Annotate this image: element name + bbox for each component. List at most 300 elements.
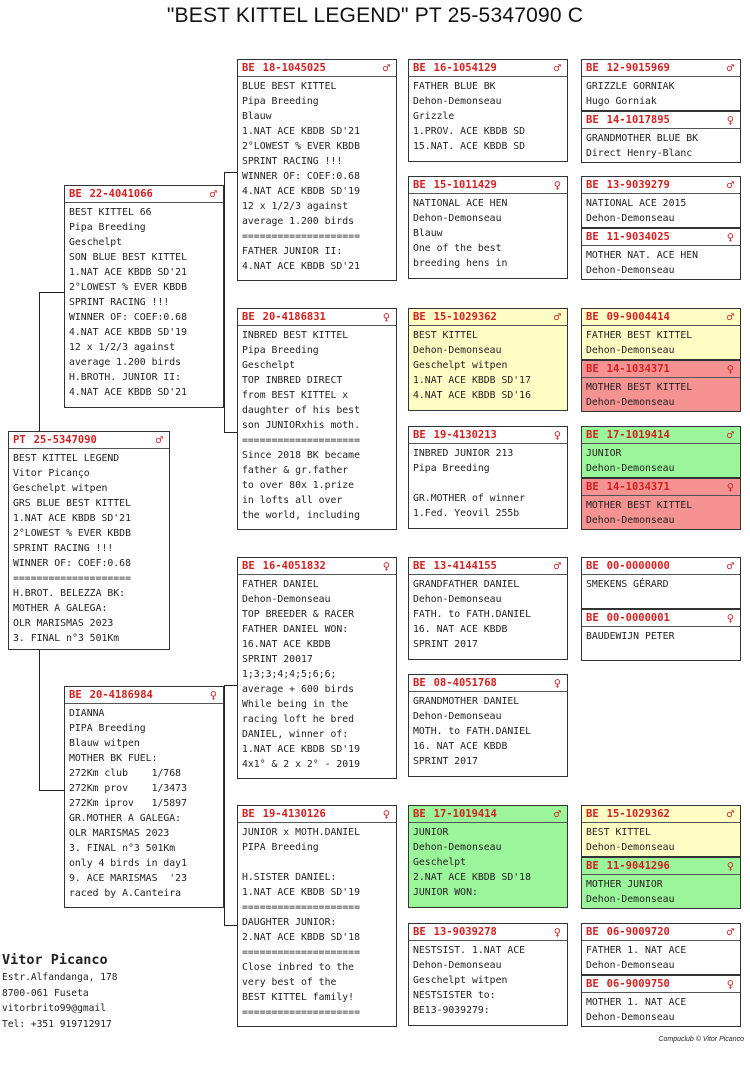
card-line: TOP INBRED DIRECT	[242, 375, 343, 386]
female-symbol-icon: ♀	[726, 229, 734, 244]
card-header	[582, 479, 740, 496]
ring-number	[413, 428, 497, 443]
pedigree-card-g7	[581, 426, 741, 478]
card-line: TOP BREEDER & RACER	[242, 609, 355, 620]
ring-number	[586, 559, 670, 574]
male-symbol-icon: ♂	[382, 60, 390, 75]
card-line: MOTHER NAT. ACE HEN	[586, 250, 699, 261]
card-line: MOTHER BK FUEL:	[69, 753, 158, 764]
card-line: 1.Fed. Yeovil 255b	[413, 508, 520, 519]
ring-number	[586, 428, 670, 443]
card-line: 1.NAT ACE KBDB SD'19	[242, 887, 360, 898]
country-code: BE	[413, 676, 426, 689]
female-symbol-icon: ♀	[382, 806, 390, 821]
country-code: BE	[413, 178, 426, 191]
country-code: BE	[242, 61, 255, 74]
country-code: BE	[586, 230, 599, 243]
pedigree-card-dd	[237, 805, 397, 1027]
card-line: daughter of his best	[242, 405, 360, 416]
pedigree-card-dss	[408, 557, 568, 660]
card-line: DIANNA	[69, 708, 105, 719]
card-line: FATH. to FATH.DANIEL	[413, 609, 531, 620]
male-symbol-icon: ♂	[155, 432, 163, 447]
page-title: "BEST KITTEL LEGEND" PT 25-5347090 C	[166, 4, 584, 27]
ring-number	[586, 480, 670, 495]
card-line: GR.MOTHER of winner	[413, 493, 526, 504]
card-line: MOTHER 1. NAT ACE	[586, 997, 687, 1008]
card-header	[409, 675, 567, 692]
card-line: Since 2018 BK became	[242, 450, 360, 461]
card-header	[582, 558, 740, 575]
card-line: 12 x 1/2/3 against	[242, 201, 349, 212]
pedigree-card-ds	[237, 557, 397, 779]
card-header	[9, 432, 169, 449]
card-line: Vitor Picanço	[13, 468, 90, 479]
card-line: BAUDEWIJN PETER	[586, 631, 675, 642]
card-header	[65, 186, 223, 203]
ring-number	[586, 977, 670, 992]
card-header	[582, 112, 740, 129]
ring: 11-9034025	[606, 230, 670, 243]
card-line: 272Km iprov 1/5897	[69, 798, 187, 809]
card-header	[582, 229, 740, 246]
card-line: GRANDFATHER DANIEL	[413, 579, 520, 590]
card-line: Dehon-Demonseau	[586, 894, 675, 905]
card-line: 2.NAT ACE KBDB SD'18	[242, 932, 360, 943]
ring: 15-1011429	[433, 178, 497, 191]
ring: 17-1019414	[433, 807, 497, 820]
card-line: 1.NAT ACE KBDB SD'21	[13, 513, 131, 524]
ring-number	[586, 310, 670, 325]
card-line: ====================	[242, 947, 360, 958]
card-line: JUNIOR	[413, 827, 449, 838]
ring-number	[413, 559, 497, 574]
country-code: BE	[586, 362, 599, 375]
male-symbol-icon: ♂	[726, 177, 734, 192]
male-symbol-icon: ♂	[726, 60, 734, 75]
card-line: FATHER 1. NAT ACE	[586, 945, 687, 956]
ring-number	[586, 113, 670, 128]
card-line: MOTHER BEST KITTEL	[586, 500, 693, 511]
country-code: BE	[586, 480, 599, 493]
owner-block	[2, 950, 118, 1032]
card-header	[582, 806, 740, 823]
pedigree-card-g3	[581, 176, 741, 228]
pedigree-card-dsd	[408, 674, 568, 777]
card-line: Hugo Gorniak	[586, 96, 657, 107]
country-code: BE	[586, 859, 599, 872]
card-line: Dehon-Demonseau	[586, 265, 675, 276]
card-line: ====================	[242, 435, 360, 446]
card-header	[582, 858, 740, 875]
card-line: father & gr.father	[242, 465, 349, 476]
male-symbol-icon: ♂	[726, 806, 734, 821]
country-code: BE	[586, 611, 599, 624]
card-header	[409, 806, 567, 823]
female-symbol-icon: ♀	[553, 924, 561, 939]
card-line: very best of the	[242, 977, 337, 988]
ring: 14-1017895	[606, 113, 670, 126]
card-line: 4x1° & 2 x 2° - 2019	[242, 759, 360, 770]
ring-number	[586, 230, 670, 245]
card-header	[409, 309, 567, 326]
card-header	[582, 60, 740, 77]
card-line: 272Km club 1/768	[69, 768, 182, 779]
card-line: 16. NAT ACE KBDB	[413, 624, 508, 635]
female-symbol-icon: ♀	[726, 610, 734, 625]
card-header	[409, 427, 567, 444]
ring: 06-9009750	[606, 977, 670, 990]
card-line: INBRED BEST KITTEL	[242, 330, 349, 341]
card-header	[582, 361, 740, 378]
pedigree-card-ddd	[408, 923, 568, 1026]
female-symbol-icon: ♀	[553, 427, 561, 442]
ring-number	[242, 310, 326, 325]
card-line: GRS BLUE BEST KITTEL	[13, 498, 131, 509]
ring-number	[586, 859, 670, 874]
card-line: H.BROTH. JUNIOR II:	[69, 372, 182, 383]
card-line: SPRINT 2017	[413, 639, 478, 650]
card-line: 4.NAT ACE KBDB SD'16	[413, 390, 531, 401]
country-code: BE	[413, 807, 426, 820]
ring: 16-4051832	[262, 559, 326, 572]
card-line: OLR MARISMAS 2023	[69, 828, 170, 839]
card-line: SPRINT RACING !!!	[13, 543, 114, 554]
card-line: 1.NAT ACE KBDB SD'21	[69, 267, 187, 278]
card-line: DAUGHTER JUNIOR:	[242, 917, 337, 928]
male-symbol-icon: ♂	[209, 186, 217, 201]
card-line: FATHER DANIEL	[242, 579, 319, 590]
male-symbol-icon: ♂	[726, 924, 734, 939]
male-symbol-icon: ♂	[553, 60, 561, 75]
ring-number	[69, 187, 153, 202]
card-line: MOTHER JUNIOR	[586, 879, 663, 890]
pedigree-card-g2	[581, 111, 741, 163]
card-line: breeding hens in	[413, 258, 508, 269]
card-line: Direct Henry-Blanc	[586, 148, 693, 159]
card-line: FATHER JUNIOR II:	[242, 246, 343, 257]
card-line: Dehon-Demonseau	[586, 397, 675, 408]
card-line: 4.NAT ACE KBDB SD'19	[69, 327, 187, 338]
card-line: FATHER BEST KITTEL	[586, 330, 693, 341]
card-header	[238, 806, 396, 823]
card-line: WINNER OF: COEF:0.68	[242, 171, 360, 182]
card-line: Pipa Breeding	[242, 345, 319, 356]
ring: 09-9004414	[606, 310, 670, 323]
card-line: 2°LOWEST % EVER KBDB	[242, 141, 360, 152]
connector-line	[224, 172, 225, 432]
pedigree-card-g1	[581, 59, 741, 111]
pedigree-card-sd	[237, 308, 397, 530]
card-line: MOTHER A GALEGA:	[13, 603, 108, 614]
card-header	[238, 309, 396, 326]
card-line: JUNIOR	[586, 448, 622, 459]
country-code: BE	[586, 807, 599, 820]
card-line: JUNIOR x MOTH.DANIEL	[242, 827, 360, 838]
female-symbol-icon: ♀	[553, 675, 561, 690]
card-line: 4.NAT ACE KBDB SD'21	[69, 387, 187, 398]
ring-number	[586, 925, 670, 940]
male-symbol-icon: ♂	[553, 806, 561, 821]
pedigree-card-g13	[581, 923, 741, 975]
card-line: BE13-9039279:	[413, 1005, 490, 1016]
card-line: the world, including	[242, 510, 360, 521]
card-line: Dehon-Demonseau	[413, 213, 502, 224]
connector-line	[39, 790, 65, 791]
pedigree-card-g11	[581, 805, 741, 857]
card-header	[238, 558, 396, 575]
male-symbol-icon: ♂	[726, 558, 734, 573]
card-line: Geschelpt witpen	[413, 360, 508, 371]
ring: 17-1019414	[606, 428, 670, 441]
card-line: BEST KITTEL	[586, 827, 651, 838]
card-line: PIPA Breeding	[69, 723, 146, 734]
female-symbol-icon: ♀	[382, 558, 390, 573]
card-line: DANIEL, winner of:	[242, 729, 349, 740]
card-line: FATHER DANIEL WON:	[242, 624, 349, 635]
card-line: Geschelpt	[69, 237, 123, 248]
card-line: BEST KITTEL family!	[242, 992, 355, 1003]
female-symbol-icon: ♀	[726, 479, 734, 494]
card-line: Grizzle	[413, 111, 455, 122]
card-line: Dehon-Demonseau	[413, 594, 502, 605]
pedigree-card-sds	[408, 308, 568, 411]
card-line: PIPA Breeding	[242, 842, 319, 853]
card-line: Pipa Breeding	[69, 222, 146, 233]
ring: 20-4186984	[89, 688, 153, 701]
country-code: BE	[586, 61, 599, 74]
owner-name: Vitor Picanco	[2, 952, 108, 968]
card-line: Blauw witpen	[69, 738, 140, 749]
female-symbol-icon: ♀	[382, 309, 390, 324]
pedigree-card-g4	[581, 228, 741, 280]
pedigree-card-sdd	[408, 426, 568, 529]
pedigree-card-sire	[64, 185, 224, 408]
owner-address: Estr.Alfandanga, 178	[2, 972, 118, 983]
ring-number	[586, 611, 670, 626]
ring: 14-1034371	[606, 480, 670, 493]
card-line: Pipa Breeding	[413, 463, 490, 474]
ring-number	[413, 178, 497, 193]
connector-line	[224, 685, 225, 925]
card-line: Dehon-Demonseau	[413, 842, 502, 853]
card-line: average 1.200 birds	[69, 357, 182, 368]
connector-line	[224, 685, 237, 686]
ring: 16-1054129	[433, 61, 497, 74]
pedigree-card-g8	[581, 478, 741, 530]
owner-postcode: 8700-061 Fuseta	[2, 987, 89, 999]
card-line: H.SISTER DANIEL:	[242, 872, 337, 883]
female-symbol-icon: ♀	[553, 177, 561, 192]
card-line: One of the best	[413, 243, 502, 254]
card-line: ====================	[242, 902, 360, 913]
card-line: 1.NAT ACE KBDB SD'19	[242, 744, 360, 755]
card-line: Dehon-Demonseau	[586, 1012, 675, 1023]
card-header	[582, 610, 740, 627]
ring-number	[242, 61, 326, 76]
card-line: 272Km prov 1/3473	[69, 783, 187, 794]
card-line: While being in the	[242, 699, 349, 710]
pedigree-card-g6	[581, 360, 741, 412]
ring-number	[69, 688, 153, 703]
country-code: BE	[413, 559, 426, 572]
pedigree-card-g9	[581, 557, 741, 609]
card-line: 4.NAT ACE KBDB SD'19	[242, 186, 360, 197]
ring-number	[586, 807, 670, 822]
card-header	[582, 924, 740, 941]
pedigree-card-g14	[581, 975, 741, 1027]
connector-line	[224, 925, 237, 926]
card-header	[409, 60, 567, 77]
card-line: Blauw	[413, 228, 443, 239]
connector-line	[224, 432, 237, 433]
card-line: 1;3;3;4;4;5;6;6;	[242, 669, 337, 680]
card-line: Dehon-Demonseau	[586, 213, 675, 224]
country-code: BE	[586, 559, 599, 572]
ring: 13-4144155	[433, 559, 497, 572]
card-line: Pipa Breeding	[242, 96, 319, 107]
ring-number	[413, 676, 497, 691]
card-line: Close inbred to the	[242, 962, 355, 973]
card-line: Dehon-Demonseau	[413, 345, 502, 356]
pedigree-card-dam	[64, 686, 224, 908]
card-header	[582, 177, 740, 194]
card-line: ====================	[242, 1007, 360, 1018]
card-header	[238, 60, 396, 77]
card-line: Dehon-Demonseau	[586, 960, 675, 971]
card-header	[582, 427, 740, 444]
card-line: 12 x 1/2/3 against	[69, 342, 176, 353]
ring: 15-1029362	[433, 310, 497, 323]
card-line: BEST KITTEL	[413, 330, 478, 341]
country-code: BE	[413, 310, 426, 323]
pedigree-card-g10	[581, 609, 741, 661]
country-code: BE	[242, 310, 255, 323]
ring-number	[413, 310, 497, 325]
female-symbol-icon: ♀	[209, 687, 217, 702]
connector-line	[39, 640, 40, 790]
male-symbol-icon: ♂	[553, 309, 561, 324]
country-code: BE	[242, 807, 255, 820]
card-line: Dehon-Demonseau	[586, 463, 675, 474]
ring-number	[242, 559, 326, 574]
card-line: ====================	[242, 231, 360, 242]
card-line: BEST KITTEL LEGEND	[13, 453, 120, 464]
card-line: FATHER BLUE BK	[413, 81, 496, 92]
card-line: NESTSISTER to:	[413, 990, 496, 1001]
card-line: Dehon-Demonseau	[586, 515, 675, 526]
ring-number	[413, 925, 497, 940]
country-code: PT	[13, 433, 26, 446]
card-line: Geschelpt witpen	[413, 975, 508, 986]
card-line: NATIONAL ACE HEN	[413, 198, 508, 209]
card-line: Dehon-Demonseau	[413, 96, 502, 107]
card-line: 15.NAT. ACE KBDB SD	[413, 141, 526, 152]
card-line: ====================	[13, 573, 131, 584]
country-code: BE	[586, 428, 599, 441]
ring-number	[586, 362, 670, 377]
card-line: NATIONAL ACE 2015	[586, 198, 687, 209]
male-symbol-icon: ♂	[553, 558, 561, 573]
country-code: BE	[413, 428, 426, 441]
ring: 11-9041296	[606, 859, 670, 872]
card-line: GRANDMOTHER BLUE BK	[586, 133, 699, 144]
card-line: BLUE BEST KITTEL	[242, 81, 337, 92]
card-header	[65, 687, 223, 704]
ring-number	[242, 807, 326, 822]
card-line: 16.NAT ACE KBDB	[242, 639, 331, 650]
owner-phone: Tel: +351 919712917	[2, 1018, 112, 1030]
ring-number	[586, 178, 670, 193]
ring: 15-1029362	[606, 807, 670, 820]
connector-line	[39, 292, 65, 293]
card-header	[409, 177, 567, 194]
ring: 08-4051768	[433, 676, 497, 689]
country-code: BE	[413, 61, 426, 74]
card-header	[409, 558, 567, 575]
male-symbol-icon: ♂	[726, 427, 734, 442]
male-symbol-icon: ♂	[726, 309, 734, 324]
card-line: Geschelpt witpen	[13, 483, 108, 494]
card-line: H.BROT. BELEZZA BK:	[13, 588, 126, 599]
card-header	[582, 976, 740, 993]
card-line: SPRINT 2017	[413, 756, 478, 767]
female-symbol-icon: ♀	[726, 112, 734, 127]
card-line: Dehon-Demonseau	[413, 711, 502, 722]
country-code: BE	[586, 113, 599, 126]
country-code: BE	[586, 310, 599, 323]
ring-number	[413, 807, 497, 822]
card-line: in lofts all over	[242, 495, 343, 506]
pedigree-card-g12	[581, 857, 741, 909]
country-code: BE	[586, 925, 599, 938]
card-line: only 4 birds in day1	[69, 858, 187, 869]
card-line: Dehon-Demonseau	[413, 960, 502, 971]
card-line: WINNER OF: COEF:0.68	[69, 312, 187, 323]
card-line: average 1.200 birds	[242, 216, 355, 227]
card-line: JUNIOR WON:	[413, 887, 478, 898]
ring: 19-4130213	[433, 428, 497, 441]
card-line: Blauw	[242, 111, 272, 122]
card-line: from BEST KITTEL x	[242, 390, 349, 401]
pedigree-card-dds	[408, 805, 568, 908]
connector-line	[224, 172, 237, 173]
female-symbol-icon: ♀	[726, 858, 734, 873]
country-code: BE	[242, 559, 255, 572]
ring: 14-1034371	[606, 362, 670, 375]
card-line: Dehon-Demonseau	[586, 345, 675, 356]
card-line: SPRINT 20017	[242, 654, 313, 665]
card-line: 1.NAT ACE KBDB SD'17	[413, 375, 531, 386]
card-line: SPRINT RACING !!!	[69, 297, 170, 308]
country-code: BE	[413, 925, 426, 938]
card-line: 2°LOWEST % EVER KBDB	[69, 282, 187, 293]
ring-number	[586, 61, 670, 76]
ring: 13-9039278	[433, 925, 497, 938]
card-line: son JUNIORxhis moth.	[242, 420, 360, 431]
ring: 00-0000001	[606, 611, 670, 624]
country-code: BE	[586, 977, 599, 990]
card-line: raced by A.Canteira	[69, 888, 182, 899]
card-line: GRIZZLE GORNIAK	[586, 81, 675, 92]
card-line: 1.PROV. ACE KBDB SD	[413, 126, 526, 137]
ring: 00-0000000	[606, 559, 670, 572]
ring: 22-4041066	[89, 187, 153, 200]
pedigree-card-main	[8, 431, 170, 650]
card-line	[242, 855, 393, 870]
card-line: SMEKENS GÉRARD	[586, 579, 669, 590]
country-code: BE	[69, 688, 82, 701]
